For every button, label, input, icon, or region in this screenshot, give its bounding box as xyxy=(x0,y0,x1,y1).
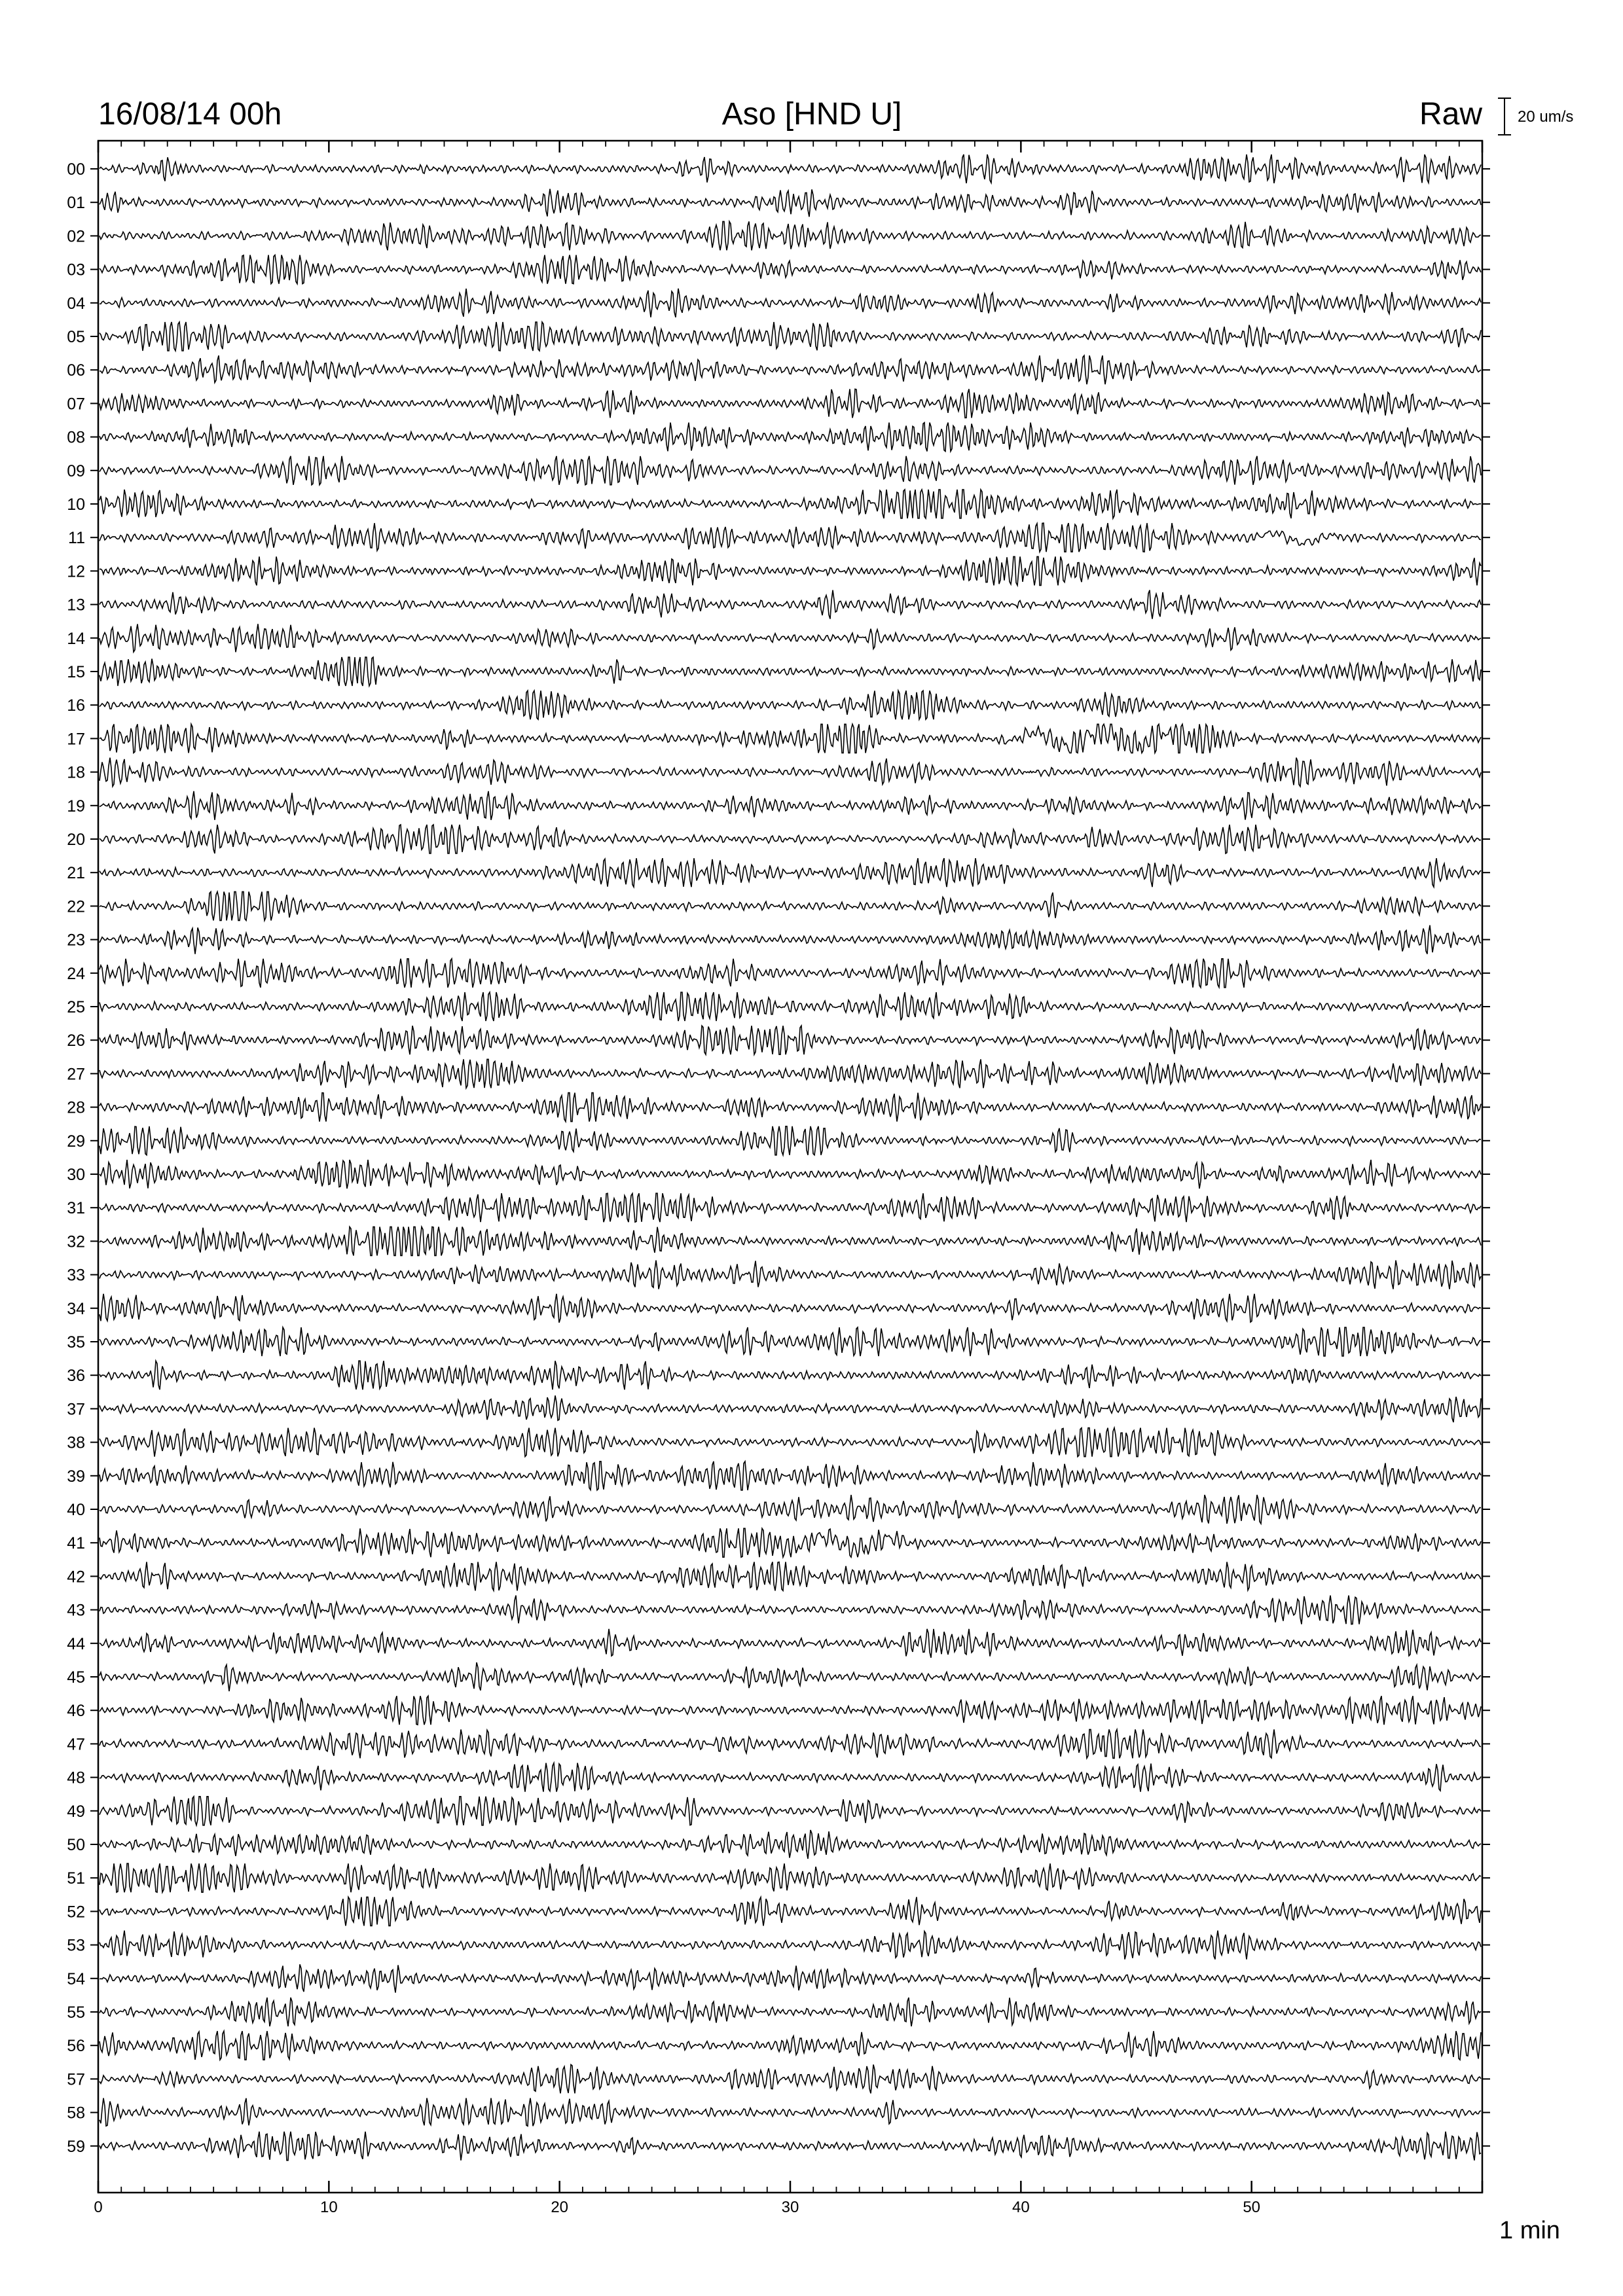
x-unit-label: 1 min xyxy=(1499,2217,1560,2244)
row-label-39: 39 xyxy=(67,1467,85,1486)
row-label-43: 43 xyxy=(67,1601,85,1620)
row-label-27: 27 xyxy=(67,1065,85,1084)
trace-34 xyxy=(100,1294,1481,1323)
row-label-45: 45 xyxy=(67,1668,85,1687)
x-tick-label-40: 40 xyxy=(1012,2198,1030,2216)
trace-16 xyxy=(100,691,1481,719)
trace-11 xyxy=(100,523,1481,552)
row-label-51: 51 xyxy=(67,1869,85,1888)
row-label-33: 33 xyxy=(67,1266,85,1285)
row-label-44: 44 xyxy=(67,1634,85,1653)
row-label-50: 50 xyxy=(67,1836,85,1854)
x-axis xyxy=(94,141,1482,2216)
row-label-34: 34 xyxy=(67,1299,85,1318)
trace-52 xyxy=(100,1897,1481,1926)
trace-58 xyxy=(100,2098,1481,2126)
trace-42 xyxy=(100,1562,1481,1590)
row-label-20: 20 xyxy=(67,831,85,849)
row-label-58: 58 xyxy=(67,2104,85,2123)
trace-07 xyxy=(100,389,1481,418)
row-label-36: 36 xyxy=(67,1367,85,1386)
row-label-15: 15 xyxy=(67,663,85,681)
trace-41 xyxy=(100,1528,1481,1557)
trace-04 xyxy=(100,289,1481,317)
trace-35 xyxy=(100,1327,1481,1356)
row-label-57: 57 xyxy=(67,2070,85,2089)
x-tick-label-0: 0 xyxy=(94,2198,103,2216)
trace-18 xyxy=(100,758,1481,787)
trace-53 xyxy=(100,1931,1481,1960)
row-label-30: 30 xyxy=(67,1166,85,1184)
row-label-02: 02 xyxy=(67,227,85,246)
trace-23 xyxy=(100,925,1481,954)
row-label-32: 32 xyxy=(67,1232,85,1251)
trace-21 xyxy=(100,858,1481,887)
trace-40 xyxy=(100,1495,1481,1524)
trace-44 xyxy=(100,1629,1481,1658)
row-labels xyxy=(67,160,85,2156)
trace-01 xyxy=(100,189,1481,217)
trace-03 xyxy=(100,255,1481,284)
row-label-18: 18 xyxy=(67,763,85,782)
trace-05 xyxy=(100,322,1481,351)
trace-36 xyxy=(100,1361,1481,1390)
row-ticks xyxy=(90,169,1490,2146)
trace-20 xyxy=(100,825,1481,853)
x-tick-label-20: 20 xyxy=(551,2198,569,2216)
row-label-14: 14 xyxy=(67,629,85,648)
row-label-13: 13 xyxy=(67,596,85,615)
trace-14 xyxy=(100,624,1481,652)
trace-15 xyxy=(100,657,1481,686)
trace-57 xyxy=(100,2064,1481,2093)
row-label-53: 53 xyxy=(67,1936,85,1955)
row-label-09: 09 xyxy=(67,461,85,480)
row-label-31: 31 xyxy=(67,1199,85,1218)
row-label-28: 28 xyxy=(67,1098,85,1117)
trace-22 xyxy=(100,891,1481,920)
station-title: Aso [HND U] xyxy=(721,97,902,132)
row-label-16: 16 xyxy=(67,696,85,715)
trace-08 xyxy=(100,423,1481,452)
x-tick-label-30: 30 xyxy=(781,2198,799,2216)
trace-28 xyxy=(100,1093,1481,1122)
trace-30 xyxy=(100,1160,1481,1189)
trace-13 xyxy=(100,590,1481,619)
row-label-06: 06 xyxy=(67,361,85,380)
trace-25 xyxy=(100,992,1481,1021)
row-label-29: 29 xyxy=(67,1132,85,1151)
row-label-42: 42 xyxy=(67,1568,85,1587)
row-label-37: 37 xyxy=(67,1400,85,1419)
row-label-07: 07 xyxy=(67,395,85,414)
trace-19 xyxy=(100,791,1481,820)
trace-26 xyxy=(100,1026,1481,1054)
row-label-40: 40 xyxy=(67,1501,85,1519)
x-tick-label-10: 10 xyxy=(319,2198,338,2216)
trace-59 xyxy=(100,2132,1481,2161)
row-label-56: 56 xyxy=(67,2037,85,2056)
trace-38 xyxy=(100,1428,1481,1457)
row-label-38: 38 xyxy=(67,1433,85,1452)
row-label-46: 46 xyxy=(67,1702,85,1721)
scale-label: 20 um/s xyxy=(1518,108,1574,126)
row-label-26: 26 xyxy=(67,1031,85,1050)
trace-27 xyxy=(100,1059,1481,1088)
trace-29 xyxy=(100,1126,1481,1155)
trace-06 xyxy=(100,355,1481,384)
row-label-03: 03 xyxy=(67,260,85,279)
trace-51 xyxy=(100,1863,1481,1892)
row-label-08: 08 xyxy=(67,428,85,447)
row-label-24: 24 xyxy=(67,964,85,983)
row-label-49: 49 xyxy=(67,1802,85,1821)
row-label-41: 41 xyxy=(67,1534,85,1553)
trace-10 xyxy=(100,490,1481,518)
trace-46 xyxy=(100,1696,1481,1725)
row-label-55: 55 xyxy=(67,2003,85,2022)
row-label-23: 23 xyxy=(67,931,85,950)
row-label-19: 19 xyxy=(67,797,85,816)
trace-43 xyxy=(100,1596,1481,1624)
trace-54 xyxy=(100,1964,1481,1992)
row-label-11: 11 xyxy=(68,529,85,548)
row-label-05: 05 xyxy=(67,328,85,346)
row-label-47: 47 xyxy=(67,1735,85,1754)
trace-49 xyxy=(100,1797,1481,1825)
trace-39 xyxy=(100,1462,1481,1490)
mode-label: Raw xyxy=(1419,97,1482,132)
trace-00 xyxy=(100,154,1481,183)
trace-48 xyxy=(100,1763,1481,1792)
row-label-00: 00 xyxy=(67,160,85,179)
row-label-04: 04 xyxy=(67,294,85,313)
row-label-52: 52 xyxy=(67,1903,85,1922)
trace-56 xyxy=(100,2031,1481,2060)
row-label-22: 22 xyxy=(67,897,85,916)
trace-02 xyxy=(100,221,1481,250)
trace-55 xyxy=(100,1998,1481,2026)
trace-12 xyxy=(100,556,1481,585)
row-label-59: 59 xyxy=(67,2137,85,2156)
datetime-title: 16/08/14 00h xyxy=(98,97,282,132)
seismic-traces xyxy=(100,154,1481,2161)
trace-09 xyxy=(100,456,1481,485)
trace-37 xyxy=(100,1395,1481,1422)
trace-31 xyxy=(100,1193,1481,1222)
trace-17 xyxy=(100,724,1481,753)
trace-33 xyxy=(100,1261,1481,1289)
trace-47 xyxy=(100,1729,1481,1758)
trace-45 xyxy=(100,1662,1481,1691)
row-label-35: 35 xyxy=(67,1333,85,1352)
row-label-54: 54 xyxy=(67,1969,85,1988)
row-label-25: 25 xyxy=(67,998,85,1016)
trace-50 xyxy=(100,1830,1481,1859)
row-label-01: 01 xyxy=(67,194,85,213)
trace-24 xyxy=(100,959,1481,988)
x-tick-label-50: 50 xyxy=(1243,2198,1261,2216)
plot-frame xyxy=(98,141,1482,2193)
row-label-12: 12 xyxy=(67,562,85,581)
amplitude-scale-bar xyxy=(1498,98,1511,135)
row-label-17: 17 xyxy=(67,730,85,749)
row-label-10: 10 xyxy=(67,495,85,514)
row-label-21: 21 xyxy=(67,864,85,883)
trace-32 xyxy=(100,1227,1481,1255)
row-label-48: 48 xyxy=(67,1768,85,1787)
